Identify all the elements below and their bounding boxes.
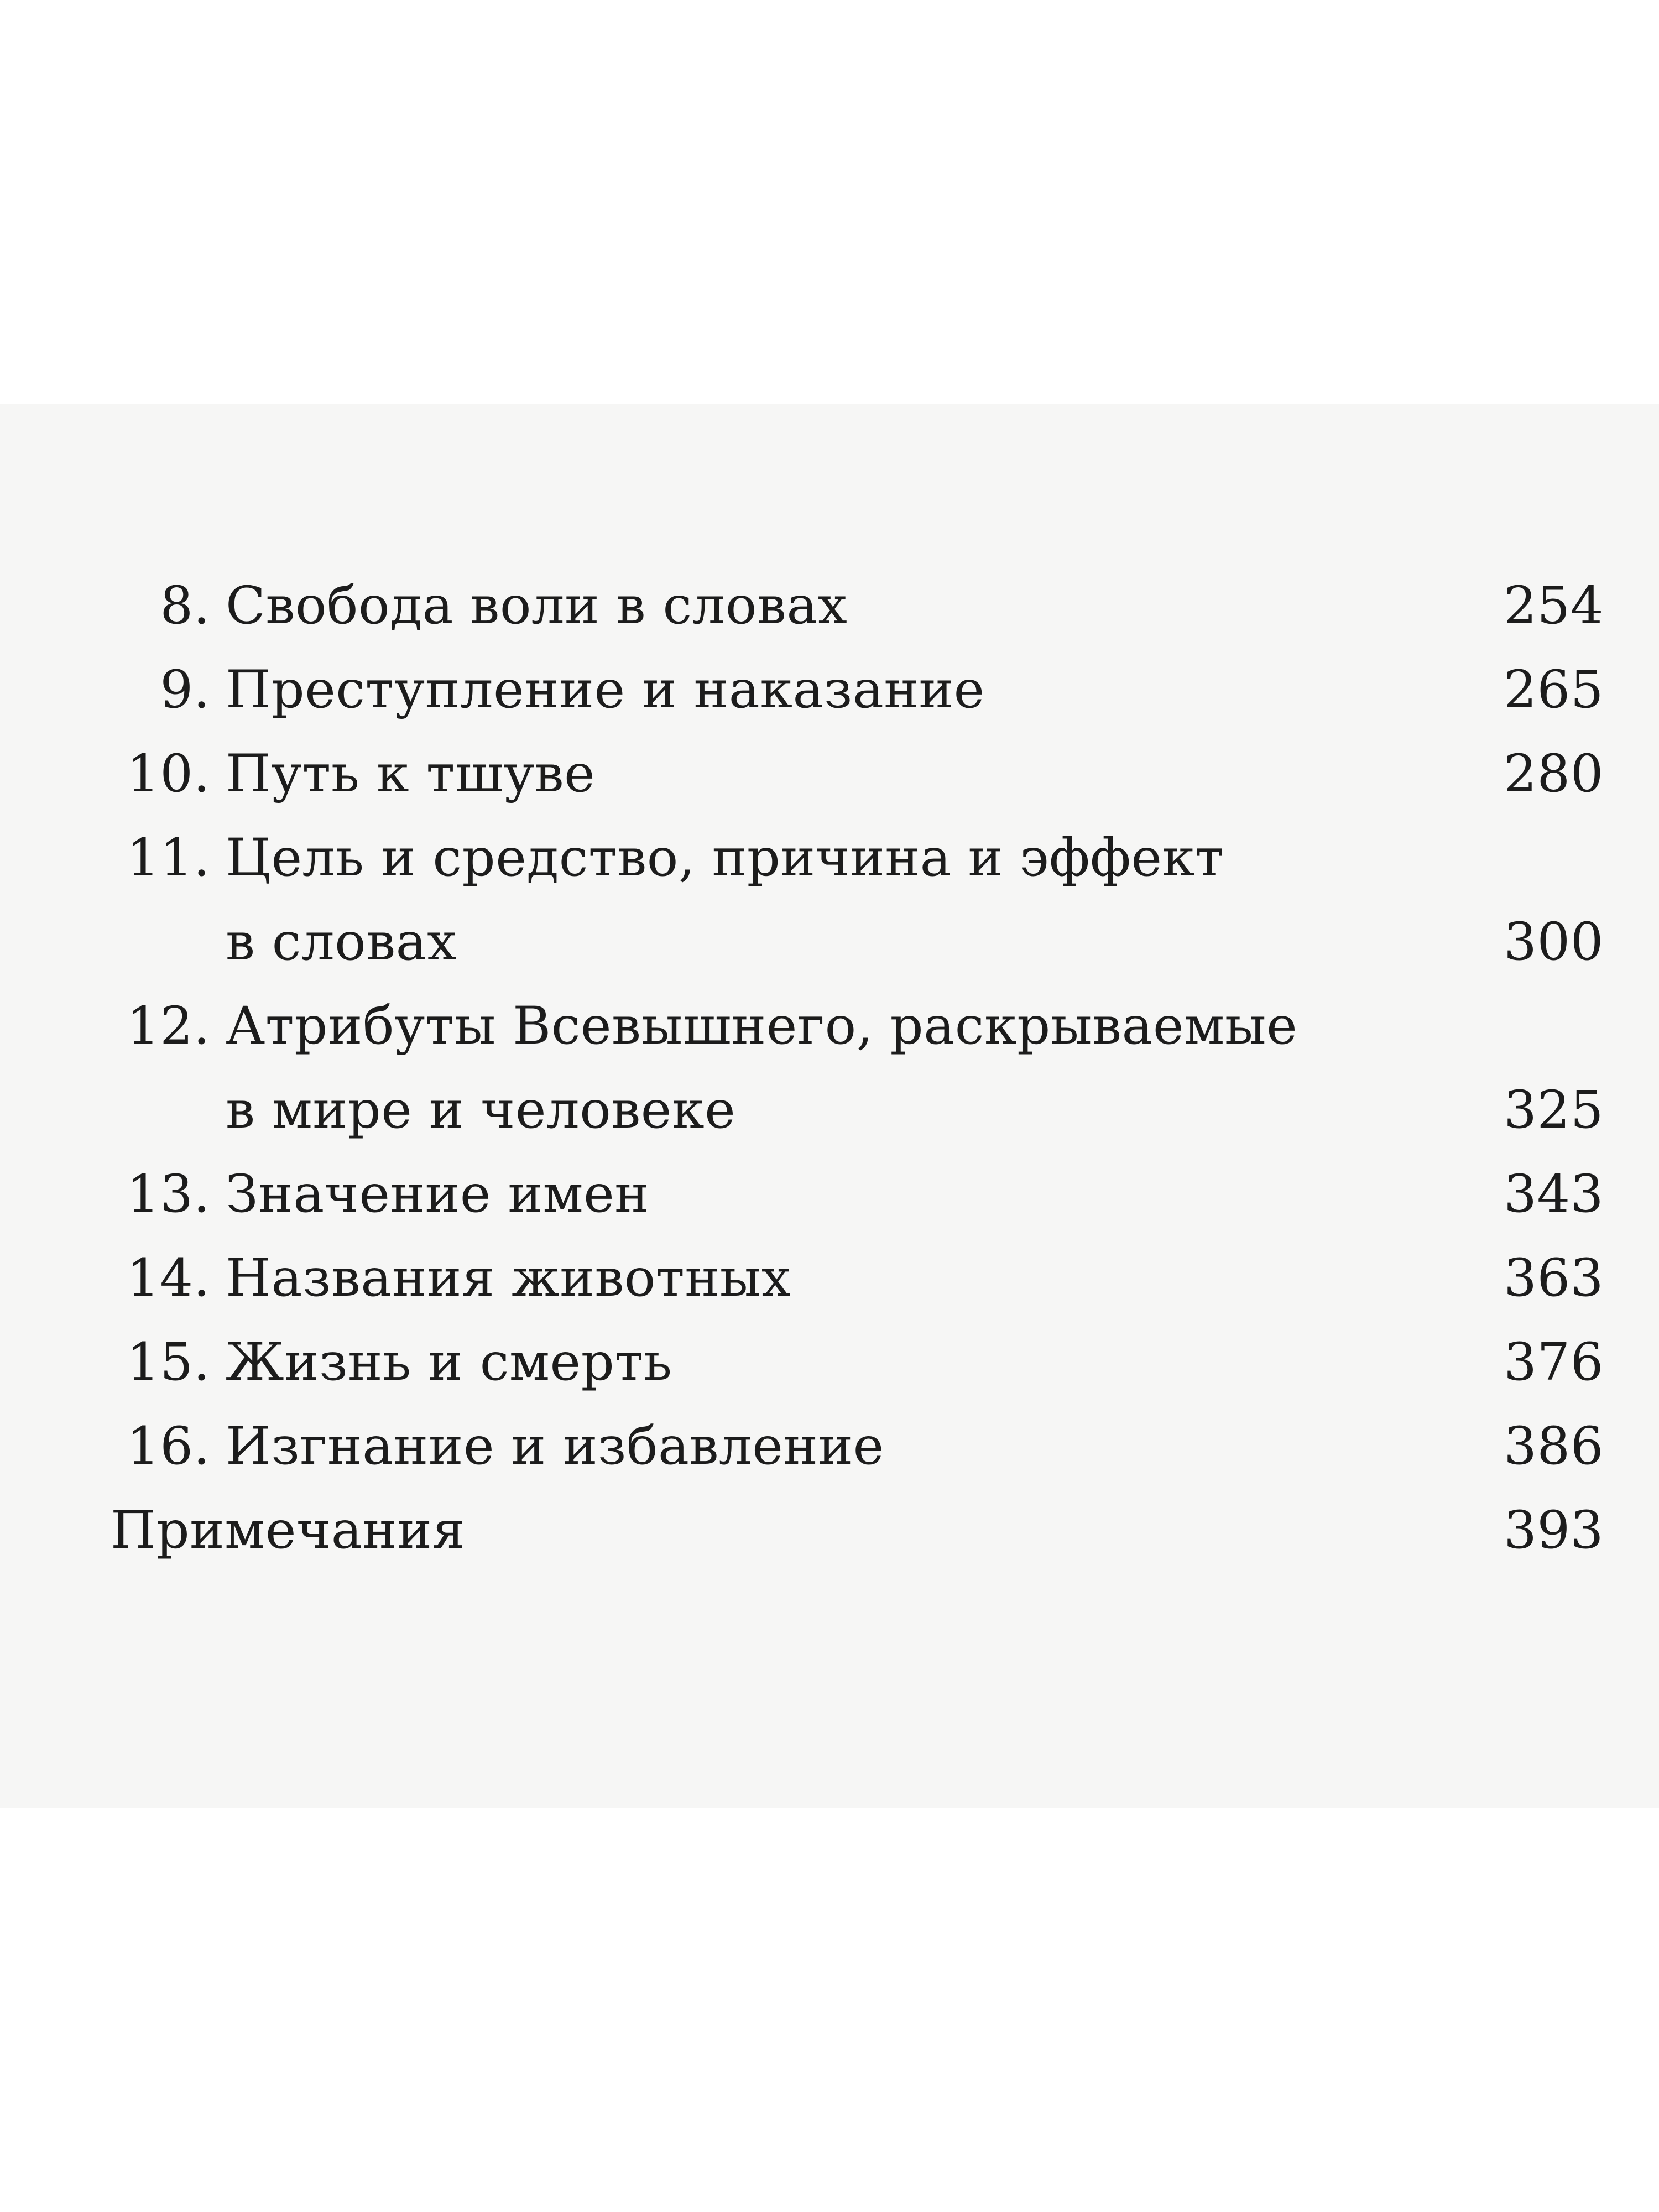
toc-entry-title-line: Жизнь и смерть: [226, 1332, 672, 1392]
toc-entry-title: [111, 1489, 1460, 1573]
toc-entry-page: 254: [1504, 576, 1604, 636]
toc-entry-title-line: Цель и средство, причина и эффект: [226, 828, 1224, 888]
toc-entry-title: [226, 984, 1460, 1152]
toc-entry-title: [226, 564, 1460, 648]
toc-entry-title-line: Свобода воли в словах: [226, 576, 848, 636]
toc-entry-title-line: Атрибуты Всевышнего, раскрываемые: [226, 996, 1298, 1056]
toc-entry-title-line: Путь к тшуве: [226, 744, 596, 804]
toc-entry-9: [111, 648, 1604, 732]
toc-entry-title-line: Преступление и наказание: [226, 660, 985, 720]
toc-entry-title-line: Примечания: [111, 1500, 466, 1561]
toc-entry-8: [111, 564, 1604, 648]
toc-entry-title: [226, 648, 1460, 732]
toc-entry-13: [111, 1152, 1604, 1237]
toc-entry-title: [226, 1152, 1460, 1237]
toc-entry-number: 15.: [127, 1332, 210, 1392]
toc-entry-14: [111, 1237, 1604, 1321]
toc-entry-16: [111, 1405, 1604, 1489]
toc-entry-10: [111, 732, 1604, 816]
toc-entry-title-line: Значение имен: [226, 1164, 650, 1224]
toc-entry-number: 16.: [127, 1416, 210, 1477]
toc-entry-11: [111, 816, 1604, 984]
toc-entry-page: 265: [1504, 660, 1604, 720]
toc-entry-title: [226, 816, 1460, 984]
toc-entry-15: [111, 1321, 1604, 1405]
toc-entry-title-line: Названия животных: [226, 1248, 791, 1308]
toc-entry-number: 9.: [160, 660, 210, 720]
toc-entry-notes: [111, 1489, 1604, 1573]
table-of-contents: [111, 564, 1604, 1573]
toc-entry-page: 280: [1504, 744, 1604, 804]
toc-entry-page: 386: [1504, 1416, 1604, 1477]
toc-entry-page: 325: [1504, 1080, 1604, 1140]
toc-entry-number: 10.: [127, 744, 210, 804]
toc-entry-number: 11.: [127, 828, 210, 888]
toc-entry-title: [226, 732, 1460, 816]
toc-entry-title-line: в словах: [226, 912, 457, 972]
toc-entry-page: 376: [1504, 1332, 1604, 1392]
toc-entry-page: 363: [1504, 1248, 1604, 1308]
toc-entry-title: [226, 1405, 1460, 1489]
toc-entry-number: 14.: [127, 1248, 210, 1308]
toc-entry-number: 12.: [127, 996, 210, 1056]
toc-entry-title-line: в мире и человеке: [226, 1080, 736, 1140]
toc-entry-page: 393: [1504, 1500, 1604, 1561]
toc-entry-page: 343: [1504, 1164, 1604, 1224]
toc-entry-page: 300: [1504, 912, 1604, 972]
toc-entry-number: 13.: [127, 1164, 210, 1224]
toc-entry-title-line: Изгнание и избавление: [226, 1416, 884, 1477]
toc-entry-title: [226, 1237, 1460, 1321]
toc-entry-12: [111, 984, 1604, 1152]
toc-entry-title: [226, 1321, 1460, 1405]
toc-entry-number: 8.: [160, 576, 210, 636]
